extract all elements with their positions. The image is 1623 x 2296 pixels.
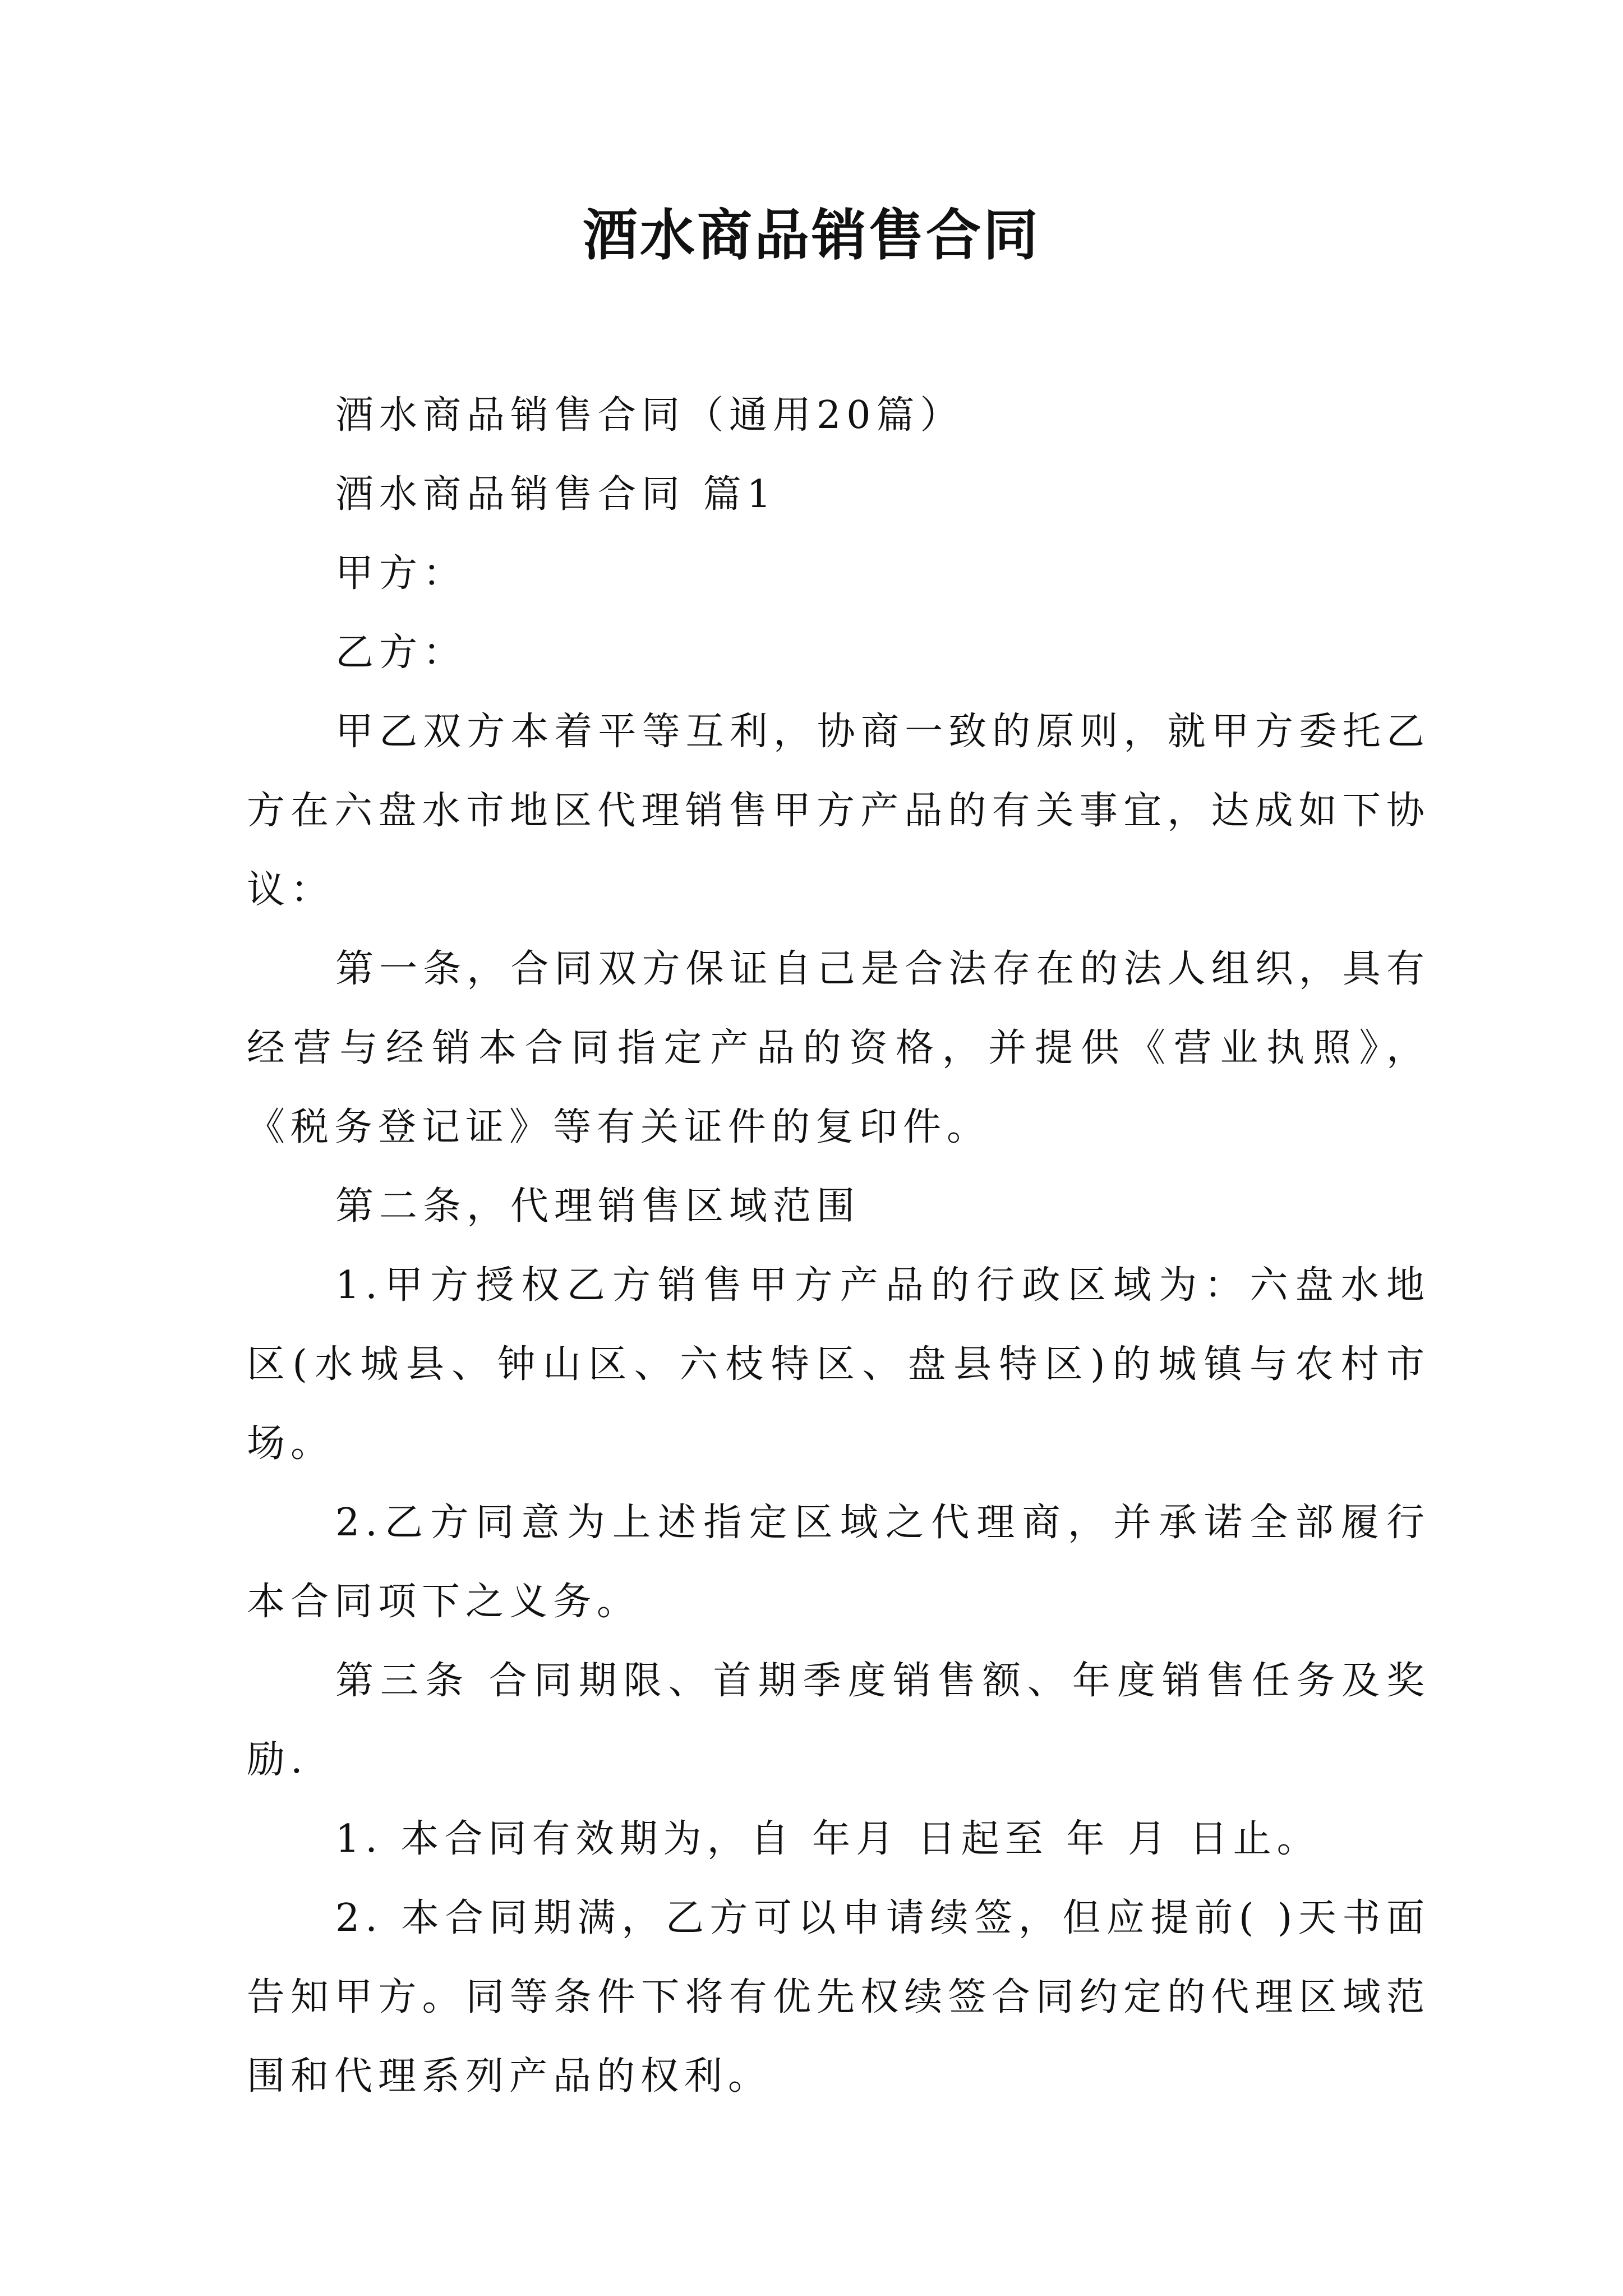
paragraph-article-1: 第一条，合同双方保证自己是合法存在的法人组织，具有经营与经销本合同指定产品的资格，并提供《营业执照》，《税务登记证》等有关证件的复印件。 [247,947,1430,1149]
paragraph-subtitle: 酒水商品销售合同（通用20篇） [335,393,964,438]
paragraph-article-3-item-1: 1. 本合同有效期为，自 年月 日起至 年 月 日止。 [335,1817,1321,1861]
paragraph-article-3-item-2: 2. 本合同期满，乙方可以申请续签，但应提前( )天书面告知甲方。同等条件下将有优先权续签合同约定的代理区域范围和代理系列产品的权利。 [247,1896,1430,2099]
paragraph-article-2-item-1: 1.甲方授权乙方销售甲方产品的行政区域为：六盘水地区(水城县、钟山区、六枝特区、盘县特区)的城镇与农村市场。 [247,1263,1430,1466]
paragraph-article-2-heading: 第二条，代理销售区域范围 [335,1184,861,1228]
paragraph-article-3-heading: 第三条 合同期限、首期季度销售额、年度销售任务及奖励. [247,1659,1430,1782]
document-title: 酒水商品销售合同 [582,203,1040,268]
paragraph-article-2-item-2: 2.乙方同意为上述指定区域之代理商，并承诺全部履行本合同项下之义务。 [247,1501,1430,1624]
paragraph-party-a: 甲方： [335,551,467,596]
document-body [247,376,1430,2116]
paragraph-party-b: 乙方： [335,631,467,675]
paragraph-preamble: 甲乙双方本着平等互利，协商一致的原则，就甲方委托乙方在六盘水市地区代理销售甲方产品的有关事宜，达成如下协议： [247,710,1430,912]
paragraph-part-heading: 酒水商品销售合同 篇1 [335,472,777,517]
